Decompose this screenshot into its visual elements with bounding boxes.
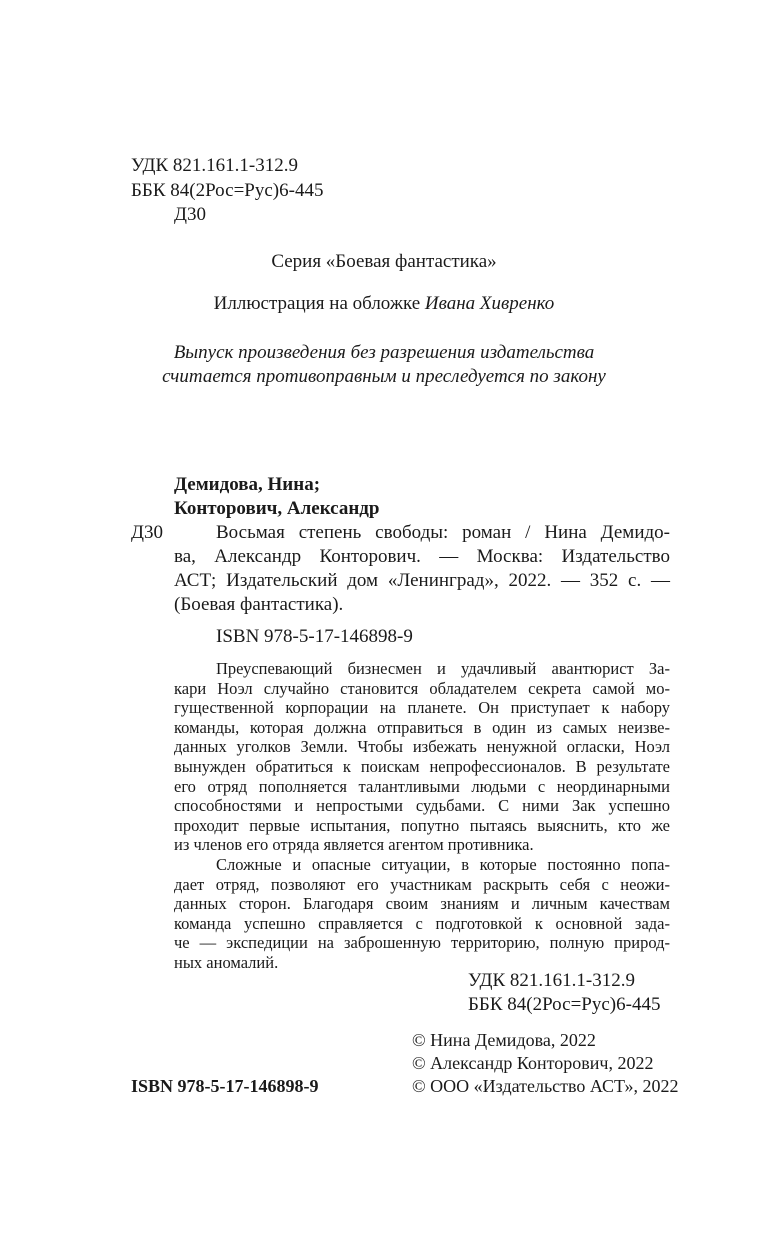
annotation-line: кари Ноэл случайно становится обладателем секрета самой мо- [174, 679, 670, 698]
udk-code: УДК 821.161.1-312.9 [131, 155, 298, 176]
author-2: Конторович, Александр [174, 498, 380, 519]
copyright-line: © Нина Демидова, 2022 [412, 1030, 596, 1050]
annotation-line: проходит первые испытания, попутно пытаясь выяснить, кто же [174, 816, 670, 835]
annotation-line: его отряд пополняется талантливыми людьми с неординарными [174, 777, 670, 796]
catalog-line-4: (Боевая фантастика). [174, 594, 344, 615]
annotation-line: команды, которая должна отправиться в один из самых неизве- [174, 718, 670, 737]
annotation-line: ных аномалий. [174, 953, 279, 972]
illustration-prefix: Иллюстрация на обложке [213, 293, 425, 314]
annotation-line: че — экспедиции на заброшенную территорию, полную природ- [174, 933, 670, 952]
annotation-line: из членов его отряда является агентом противника. [174, 835, 534, 854]
footer-bbk: ББК 84(2Рос=Рус)6-445 [468, 994, 661, 1015]
catalog-isbn: ISBN 978-5-17-146898-9 [216, 626, 413, 647]
warning-line-2: считается противоправным и преследуется по закону [162, 366, 606, 387]
copyright-line: © Александр Конторович, 2022 [412, 1053, 654, 1073]
catalog-line-1: Восьмая степень свободы: роман / Нина Демидо- [216, 522, 670, 543]
annotation-line: данных уголков Земли. Чтобы избежать ненужной огласки, Ноэл [174, 737, 670, 756]
series-line: Серия «Боевая фантастика» [271, 251, 497, 272]
catalog-line-2: ва, Александр Конторович. — Москва: Издательство [174, 546, 670, 567]
footer-udk: УДК 821.161.1-312.9 [468, 970, 635, 991]
annotation-line: гущественной корпорации на планете. Он приступает к набору [174, 698, 670, 717]
annotation-line: данных сторон. Благодаря своим знаниям и личным качествам [174, 894, 670, 913]
catalog-code: Д30 [131, 522, 163, 543]
bbk-code: ББК 84(2Рос=Рус)6-445 [131, 180, 324, 201]
copyright-line: © ООО «Издательство АСТ», 2022 [412, 1076, 679, 1096]
author-mark: Д30 [174, 204, 206, 225]
annotation-line: Преуспевающий бизнесмен и удачливый авантюрист За- [216, 659, 670, 678]
author-1: Демидова, Нина; [174, 474, 321, 495]
warning-line-1: Выпуск произведения без разрешения издательства [173, 342, 595, 363]
annotation-line: команда успешно справляется с подготовкой к основной зада- [174, 914, 670, 933]
footer-isbn: ISBN 978-5-17-146898-9 [131, 1076, 319, 1096]
catalog-line-3: АСТ; Издательский дом «Ленинград», 2022. — 352 с. — [174, 570, 670, 591]
annotation-line: дает отряд, позволяют его участникам раскрыть себя с неожи- [174, 875, 670, 894]
illustrator-name: Ивана Хивренко [424, 293, 555, 314]
illustration-credit [0, 293, 768, 315]
annotation-line: Сложные и опасные ситуации, в которые постоянно попа- [216, 855, 670, 874]
annotation-line: способностями и непростыми судьбами. С ними Зак успешно [174, 796, 670, 815]
annotation-line: вынужден обратиться к поискам непрофессионалов. В результате [174, 757, 670, 776]
